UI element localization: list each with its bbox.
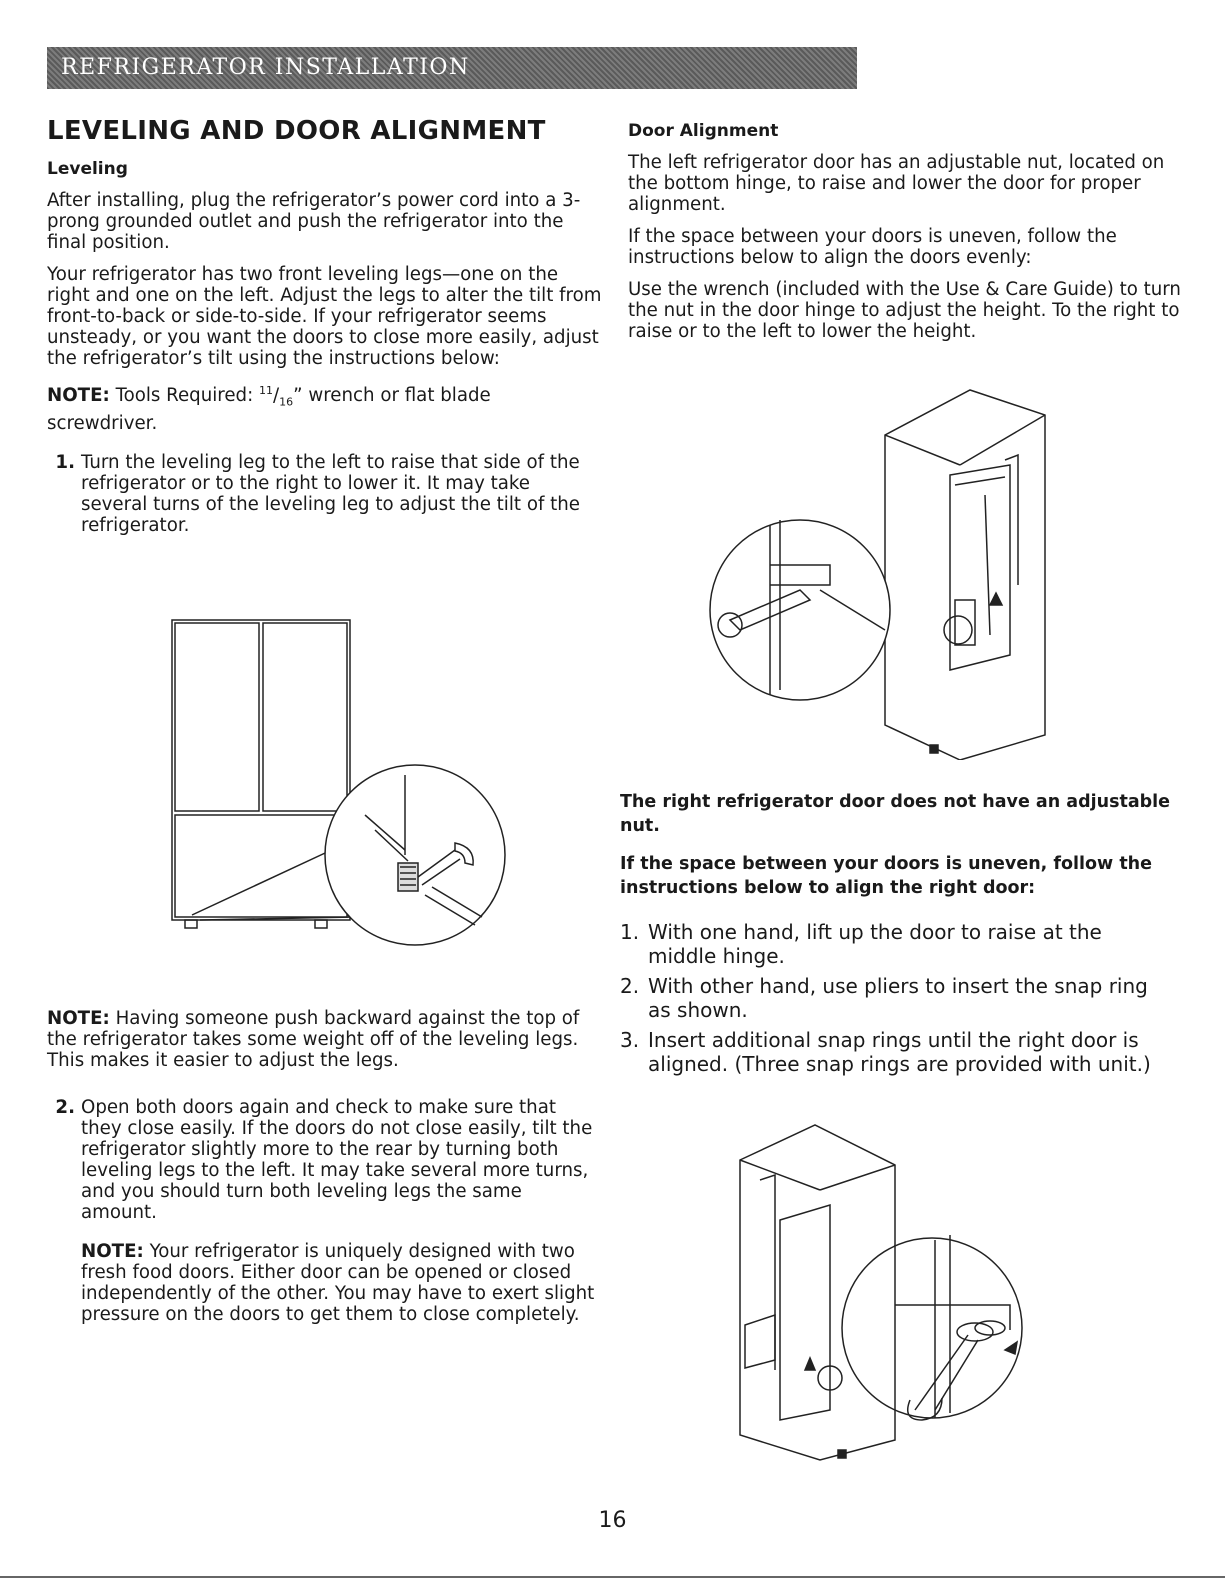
right-door-note: The right refrigerator door does not have an adjustable nut.: [620, 792, 1171, 836]
left-column-lower: [47, 1008, 602, 1336]
step-number: 2.: [620, 974, 640, 998]
door-alignment-subtitle: Door Alignment: [628, 121, 779, 141]
right-door-steps: [620, 920, 1175, 1076]
leveling-legs-paragraph: Your refrigerator has two front leveling legs—one on the right and one on the left. Adjust the legs to alter the tilt from front-to-back or side-to-side. If your refrigerator seems unsteady, or you want the doors to close more easily, adjust the refrigerator’s tilt using the instructions below:: [47, 264, 602, 369]
push-note: NOTE: Having someone push backward against the top of the refrigerator takes some weight off of the leveling legs. This makes it easier to adjust the legs.: [47, 1008, 580, 1071]
step-text: Turn the leveling leg to the left to raise that side of the refrigerator or to the right to lower it. It may take several turns of the leveling leg to adjust the tilt of the refrigerator.: [81, 451, 580, 536]
right-column-lower: [620, 790, 1175, 1082]
door-alignment-paragraph-1: The left refrigerator door has an adjustable nut, located on the bottom hinge, to raise and lower the door for proper alignment.: [628, 152, 1165, 215]
door-alignment-paragraph-3: Use the wrench (included with the Use & Care Guide) to turn the nut in the door hinge to adjust the height. To the right to raise or to the left to lower the height.: [628, 279, 1181, 342]
section-banner: REFRIGERATOR INSTALLATION: [47, 47, 857, 89]
page-number: 16: [598, 1508, 627, 1533]
leveling-intro-paragraph: After installing, plug the refrigerator’s power cord into a 3-prong grounded outlet and push the refrigerator into the final position.: [47, 190, 581, 253]
right-step-3: [620, 1028, 1175, 1076]
note-label: NOTE:: [81, 1241, 144, 1262]
leveling-leg-illustration: [160, 615, 510, 960]
leveling-subtitle: Leveling: [47, 159, 128, 179]
note-label: NOTE:: [47, 385, 110, 407]
step-number: 2.: [55, 1097, 75, 1118]
bottom-rule: [0, 1576, 1225, 1578]
right-step-1: [620, 920, 1175, 968]
step-text: With other hand, use pliers to insert the snap ring as shown.: [648, 974, 1148, 1022]
door-alignment-paragraph-2: If the space between your doors is uneven, follow the instructions below to align the doors evenly:: [628, 226, 1117, 268]
right-column: [628, 120, 1188, 353]
doors-note: NOTE: Your refrigerator is uniquely designed with two fresh food doors. Either door can be opened or closed independently of the other. You may have to exert slight pressure on the doors to get them to close completely.: [81, 1241, 595, 1325]
step-text: Open both doors again and check to make sure that they close easily. If the doors do not close easily, tilt the refrigerator slightly more to the rear by turning both leveling legs to the left. It may take several more turns, and you should turn both leveling legs the same amount.: [81, 1097, 593, 1223]
step-1: [47, 452, 602, 536]
door-hinge-wrench-illustration: [700, 385, 1060, 760]
snap-ring-pliers-illustration: [720, 1120, 1060, 1465]
step-text: With one hand, lift up the door to raise at the middle hinge.: [648, 920, 1102, 968]
note-label: NOTE:: [47, 1008, 110, 1029]
step-text: Insert additional snap rings until the right door is aligned. (Three snap rings are provided with unit.): [648, 1028, 1151, 1076]
step-number: 3.: [620, 1028, 640, 1052]
right-step-2: [620, 974, 1175, 1022]
step-2: [47, 1097, 602, 1223]
left-column: [47, 116, 602, 548]
step-number: 1.: [620, 920, 640, 944]
tools-note: NOTE: Tools Required: $^{11}/_{16}$” wrench or flat blade screwdriver.: [47, 384, 491, 434]
right-door-instructions-intro: If the space between your doors is uneven, follow the instructions below to align the right door:: [620, 854, 1153, 898]
page-title: LEVELING AND DOOR ALIGNMENT: [47, 116, 546, 146]
step-number: 1.: [55, 451, 75, 473]
